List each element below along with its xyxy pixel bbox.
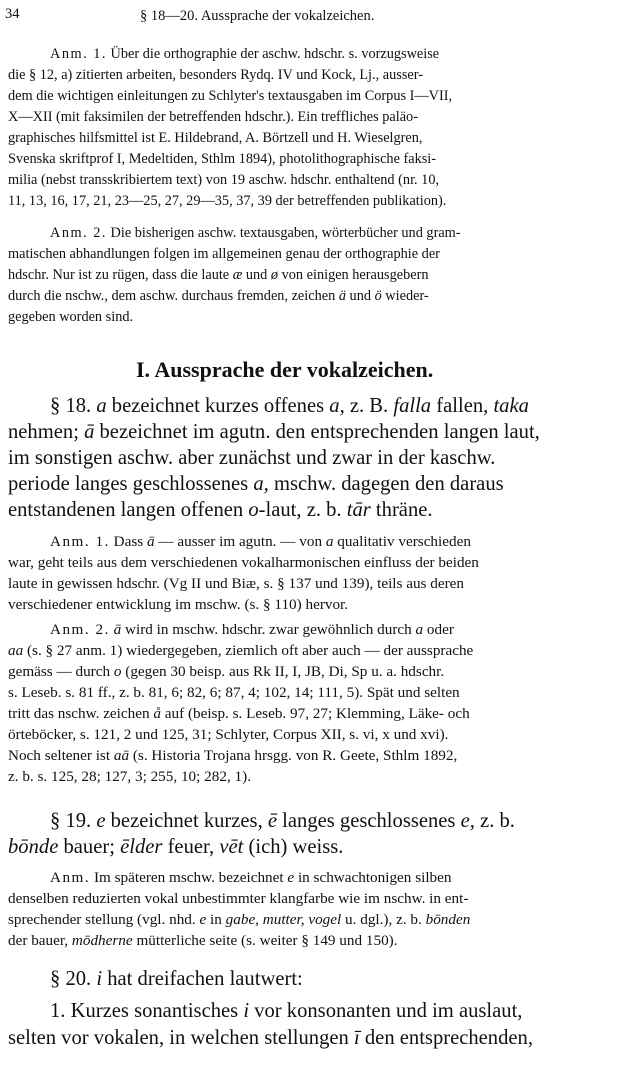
note-label: Anm. 2.: [50, 225, 107, 241]
note-line: sprechender stellung (vgl. nhd. e in gabe, mutter, vogel u. dgl.), z. b. bōnden: [8, 911, 471, 928]
section-title: I. Aussprache der vokalzeichen.: [136, 357, 434, 382]
paragraph-line: im sonstigen aschw. aber zunächst und zwar in der kaschw.: [8, 447, 496, 469]
note-label: Anm. 1.: [50, 533, 110, 550]
running-title: § 18—20. Aussprache der vokalzeichen.: [140, 8, 375, 24]
note-line: graphisches hilfsmittel ist E. Hildebrand, A. Börtzell und H. Wieselgren,: [8, 130, 423, 146]
paragraph-line: bōnde bauer; ēlder feuer, vēt (ich) weiss.: [8, 836, 344, 858]
paragraph-line: § 18. a bezeichnet kurzes offenes a, z. B. falla fallen, taka: [50, 395, 529, 417]
note-line: Anm. 1. Über die orthographie der aschw. hdschr. s. vorzugsweise: [50, 46, 440, 62]
note-label: Anm. 1.: [50, 46, 107, 62]
paragraph-number: § 19.: [50, 810, 92, 832]
note-line: X—XII (mit faksimilen der betreffenden hdschr.). Ein treffliches paläo-: [8, 109, 418, 125]
note-line: gegeben worden sind.: [8, 309, 134, 325]
note-line: milia (nebst transskribiertem text) von 19 aschw. hdschr. enthaltend (nr. 10,: [8, 172, 440, 188]
note-label: Anm.: [50, 869, 91, 886]
note-line: matischen abhandlungen folgen im allgemeinen genau der orthographie der: [8, 246, 440, 262]
paragraph-line: selten vor vokalen, in welchen stellungen ī den entsprechenden,: [8, 1027, 533, 1049]
note-line: die § 12, a) zitierten arbeiten, besonders Rydq. IV und Kock, Lj., ausser-: [8, 67, 423, 83]
note-line: Svenska skriftprof I, Medeltiden, Sthlm 1894), photolithographische faksi-: [8, 151, 437, 167]
note-line: s. Leseb. s. 81 ff., z. b. 81, 6; 82, 6; 87, 4; 102, 14; 111, 5). Spät und selten: [8, 684, 460, 701]
note-line: 11, 13, 16, 17, 21, 23—25, 27, 29—35, 37, 39 der betreffenden publikation).: [8, 193, 447, 209]
note-line: verschiedener entwicklung im mschw. (s. § 110) hervor.: [8, 596, 349, 613]
note-line: dem die wichtigen einleitungen zu Schlyter's textausgaben im Corpus I—VII,: [8, 88, 453, 104]
note-line: aa (s. § 27 anm. 1) wiedergegeben, ziemlich oft aber auch — der aussprache: [8, 642, 474, 659]
paragraph-line: entstandenen langen offenen o-laut, z. b. tār thräne.: [8, 499, 433, 521]
note-line: tritt das nschw. zeichen å auf (beisp. s. Leseb. 97, 27; Klemming, Läke- och: [8, 705, 470, 722]
paragraph-line: § 20. i hat dreifachen lautwert:: [50, 968, 303, 990]
note-line: Anm. 2. Die bisherigen aschw. textausgaben, wörterbücher und gram-: [50, 225, 461, 241]
note-line: Anm. Im späteren mschw. bezeichnet e in schwachtonigen silben: [50, 869, 452, 886]
note-line: durch die nschw., dem aschw. durchaus fremden, zeichen ä und ö wieder-: [8, 288, 429, 304]
note-line: Anm. 1. Dass ā — ausser im agutn. — von a qualitativ verschieden: [50, 533, 471, 550]
page-number: 34: [5, 6, 20, 22]
paragraph-line: periode langes geschlossenes a, mschw. dagegen den daraus: [8, 473, 504, 495]
paragraph-line: 1. Kurzes sonantisches i vor konsonanten und im auslaut,: [50, 1000, 523, 1022]
note-line: örteböcker, s. 121, 2 und 125, 31; Schlyter, Corpus XII, s. vi, x und xvi).: [8, 726, 449, 743]
note-line: Anm. 2. ā wird in mschw. hdschr. zwar gewöhnlich durch a oder: [50, 621, 454, 638]
note-line: laute in gewissen hdschr. (Vg II und Biæ, s. § 137 und 139), teils aus deren: [8, 575, 464, 592]
paragraph-number: § 20.: [50, 968, 92, 990]
note-label: Anm. 2.: [50, 621, 110, 638]
note-line: war, geht teils aus dem verschiedenen vokalharmonischen einfluss der beiden: [8, 554, 479, 571]
note-line: Noch seltener ist aā (s. Historia Trojana hrsgg. von R. Geete, Sthlm 1892,: [8, 747, 458, 764]
note-line: z. b. s. 125, 28; 127, 3; 255, 10; 282, 1).: [8, 768, 251, 785]
note-line: gemäss — durch o (gegen 30 beisp. aus Rk II, I, JB, Di, Sp u. a. hdschr.: [8, 663, 445, 680]
paragraph-line: nehmen; ā bezeichnet im agutn. den entsprechenden langen laut,: [8, 421, 540, 443]
paragraph-line: § 19. e bezeichnet kurzes, ē langes geschlossenes e, z. b.: [50, 810, 515, 832]
paragraph-number: § 18.: [50, 395, 92, 417]
note-line: hdschr. Nur ist zu rügen, dass die laute æ und ø von einigen herausgebern: [8, 267, 429, 283]
note-line: denselben reduzierten vokal unbestimmter klangfarbe wie im nschw. in ent-: [8, 890, 469, 907]
note-line: der bauer, mōdherne mütterliche seite (s. weiter § 149 und 150).: [8, 932, 398, 949]
